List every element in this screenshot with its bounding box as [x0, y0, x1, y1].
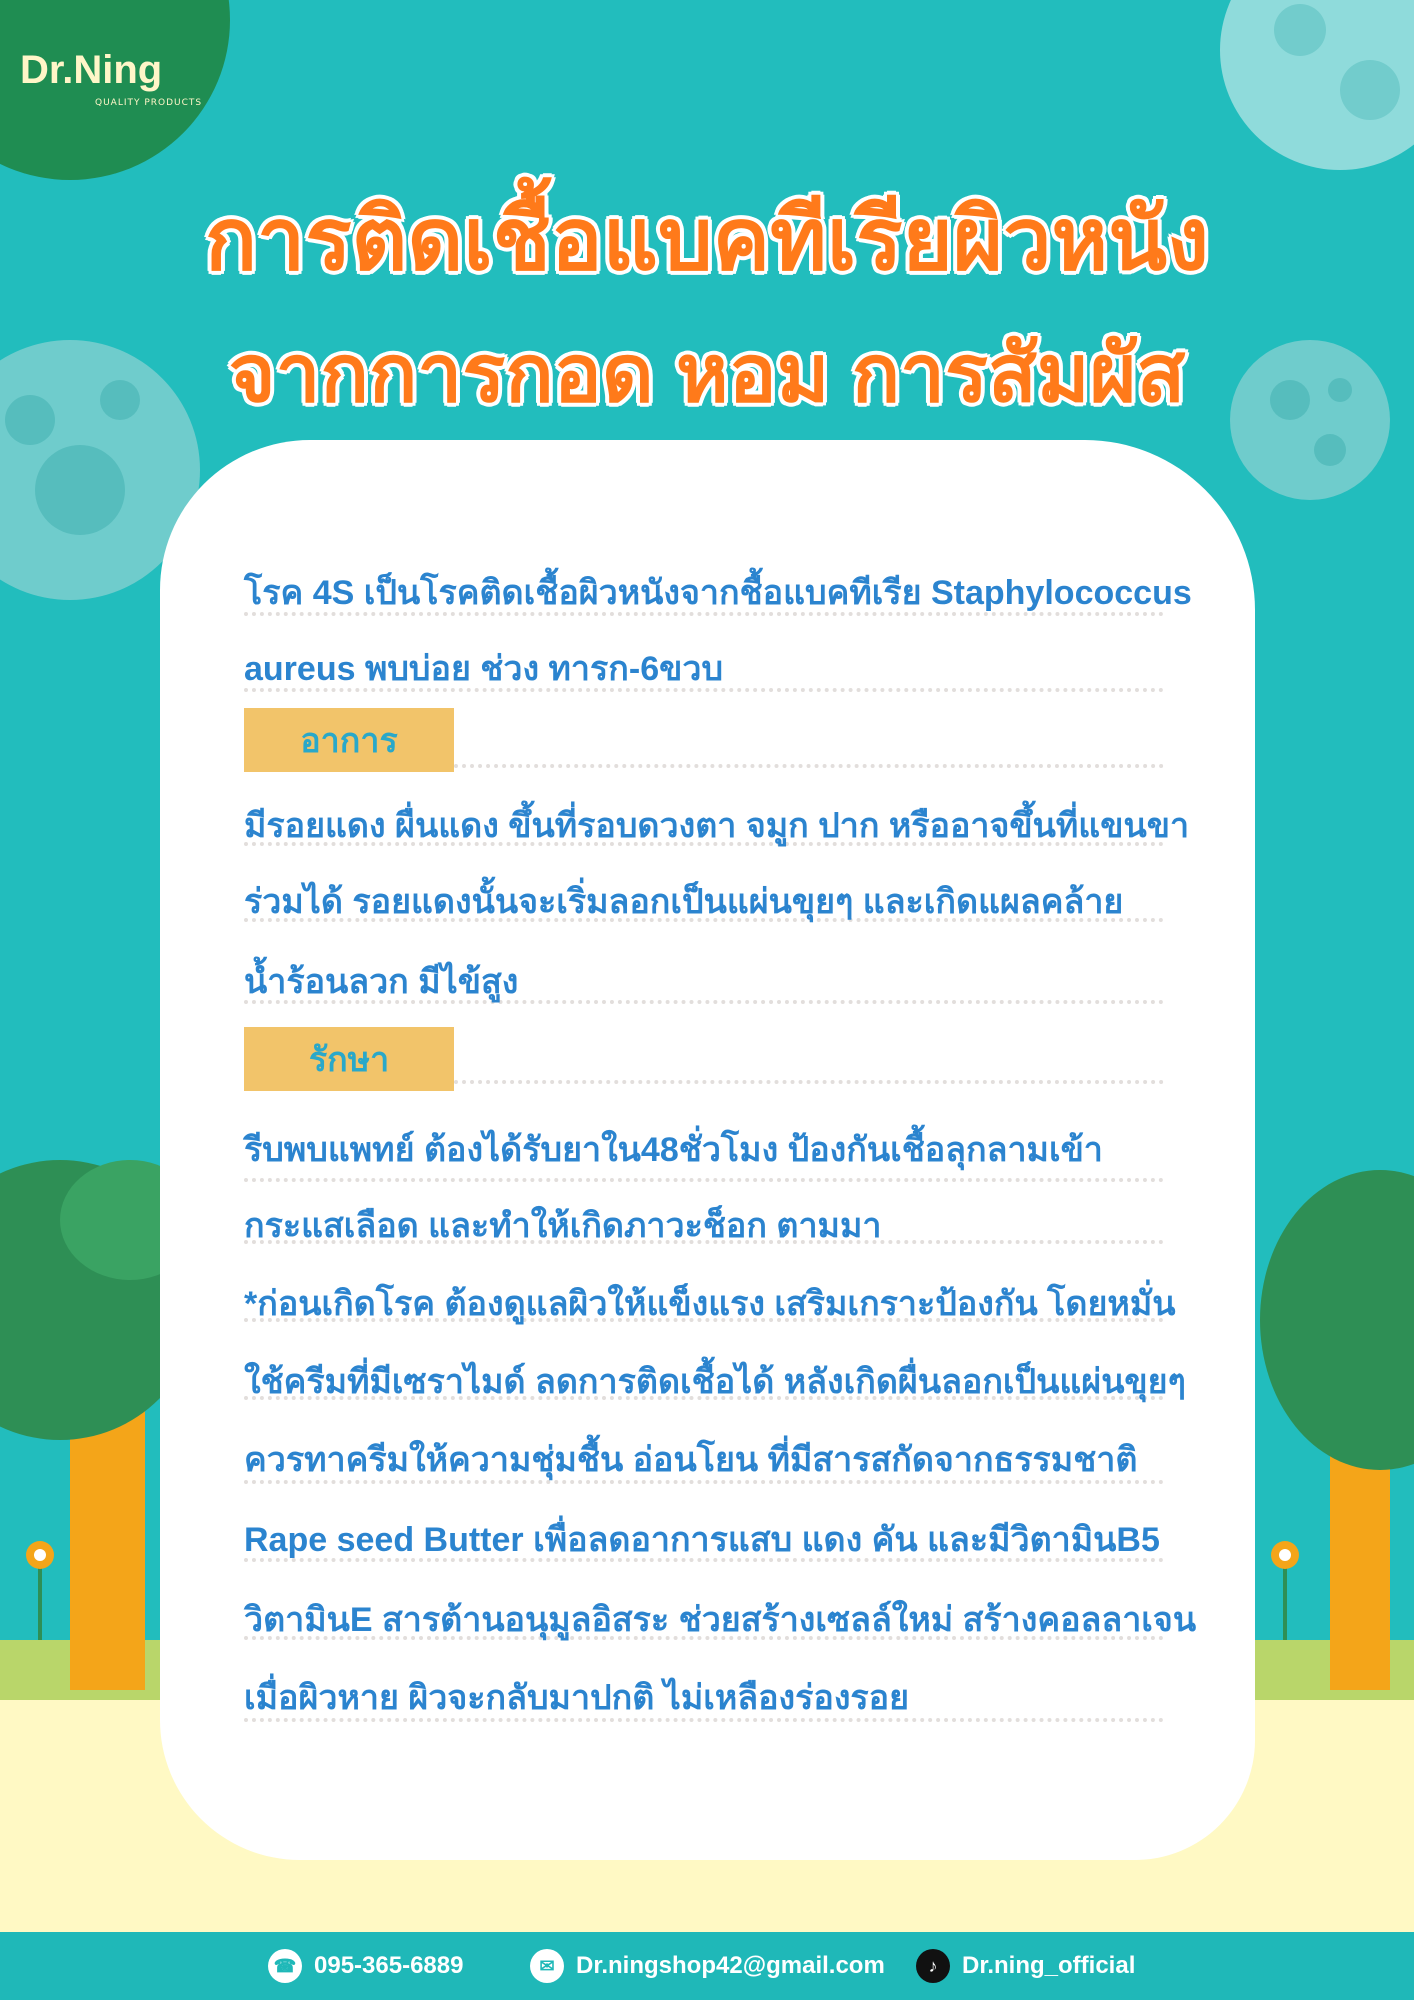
- footer-tiktok[interactable]: [916, 1946, 1135, 1986]
- symptoms-line-1: มีรอยแดง ผื่นแดง ขึ้นที่รอบดวงตา จมูก ปาก หรืออาจขึ้นที่แขนขา: [244, 807, 1190, 845]
- intro-line-2: aureus พบบ่อย ช่วง ทารก-6ขวบ: [244, 650, 724, 688]
- phone-icon: ☎: [268, 1949, 302, 1983]
- symptoms-heading: อาการ: [244, 708, 454, 772]
- treatment-line-6: Rape seed Butter เพื่อลดอาการแสบ แดง คัน และมีวิตามินB5: [244, 1521, 1160, 1559]
- symptoms-line-2: ร่วมได้ รอยแดงนั้นจะเริ่มลอกเป็นแผ่นขุยๆ และเกิดแผลคล้าย: [244, 883, 1124, 921]
- treatment-line-1: รีบพบแพทย์ ต้องได้รับยาใน48ชั่วโมง ป้องกันเชื้อลุกลามเข้า: [244, 1131, 1103, 1169]
- page-title-line1: การติดเชื้อแบคทีเรียผิวหนัง: [204, 192, 1210, 288]
- intro-line-1: โรค 4S เป็นโรคติดเชื้อผิวหนังจากชื้อแบคทีเรีย Staphylococcus: [244, 574, 1192, 612]
- treatment-line-8: เมื่อผิวหาย ผิวจะกลับมาปกติ ไม่เหลืองร่องรอย: [244, 1679, 910, 1717]
- email-address: Dr.ningshop42@gmail.com: [576, 1952, 885, 1979]
- treatment-line-2: กระแสเลือด และทำให้เกิดภาวะช็อก ตามมา: [244, 1207, 882, 1245]
- phone-number: 095-365-6889: [314, 1952, 464, 1979]
- tree-trunk-right: [1330, 1440, 1390, 1690]
- treatment-line-3: *ก่อนเกิดโรค ต้องดูแลผิวให้แข็งแรง เสริมเกราะป้องกัน โดยหมั่น: [244, 1285, 1176, 1323]
- symptoms-line-3: น้ำร้อนลวก มีไข้สูง: [244, 963, 519, 1001]
- brand-logo: Dr.Ning: [20, 48, 163, 92]
- tiktok-icon: ♪: [916, 1949, 950, 1983]
- treatment-heading: รักษา: [244, 1027, 454, 1091]
- page-title-line2: จากการกอด หอม การสัมผัส: [228, 329, 1186, 418]
- mail-icon: ✉: [530, 1949, 564, 1983]
- treatment-line-4: ใช้ครีมที่มีเซราไมด์ ลดการติดเชื้อได้ หลังเกิดผื่นลอกเป็นแผ่นขุยๆ: [244, 1363, 1186, 1401]
- footer-email[interactable]: [530, 1946, 885, 1986]
- footer-phone[interactable]: [268, 1946, 463, 1986]
- tree-crown-right: [1260, 1170, 1414, 1470]
- treatment-line-7: วิตามินE สารต้านอนุมูลอิสระ ช่วยสร้างเซลล์ใหม่ สร้างคอลลาเจน: [244, 1601, 1197, 1639]
- tiktok-handle: Dr.ning_official: [962, 1952, 1136, 1979]
- brand-logo-subtext: QUALITY PRODUCTS: [95, 98, 203, 108]
- treatment-line-5: ควรทาครีมให้ความชุ่มชื้น อ่อนโยน ที่มีสารสกัดจากธรรมชาติ: [244, 1441, 1138, 1479]
